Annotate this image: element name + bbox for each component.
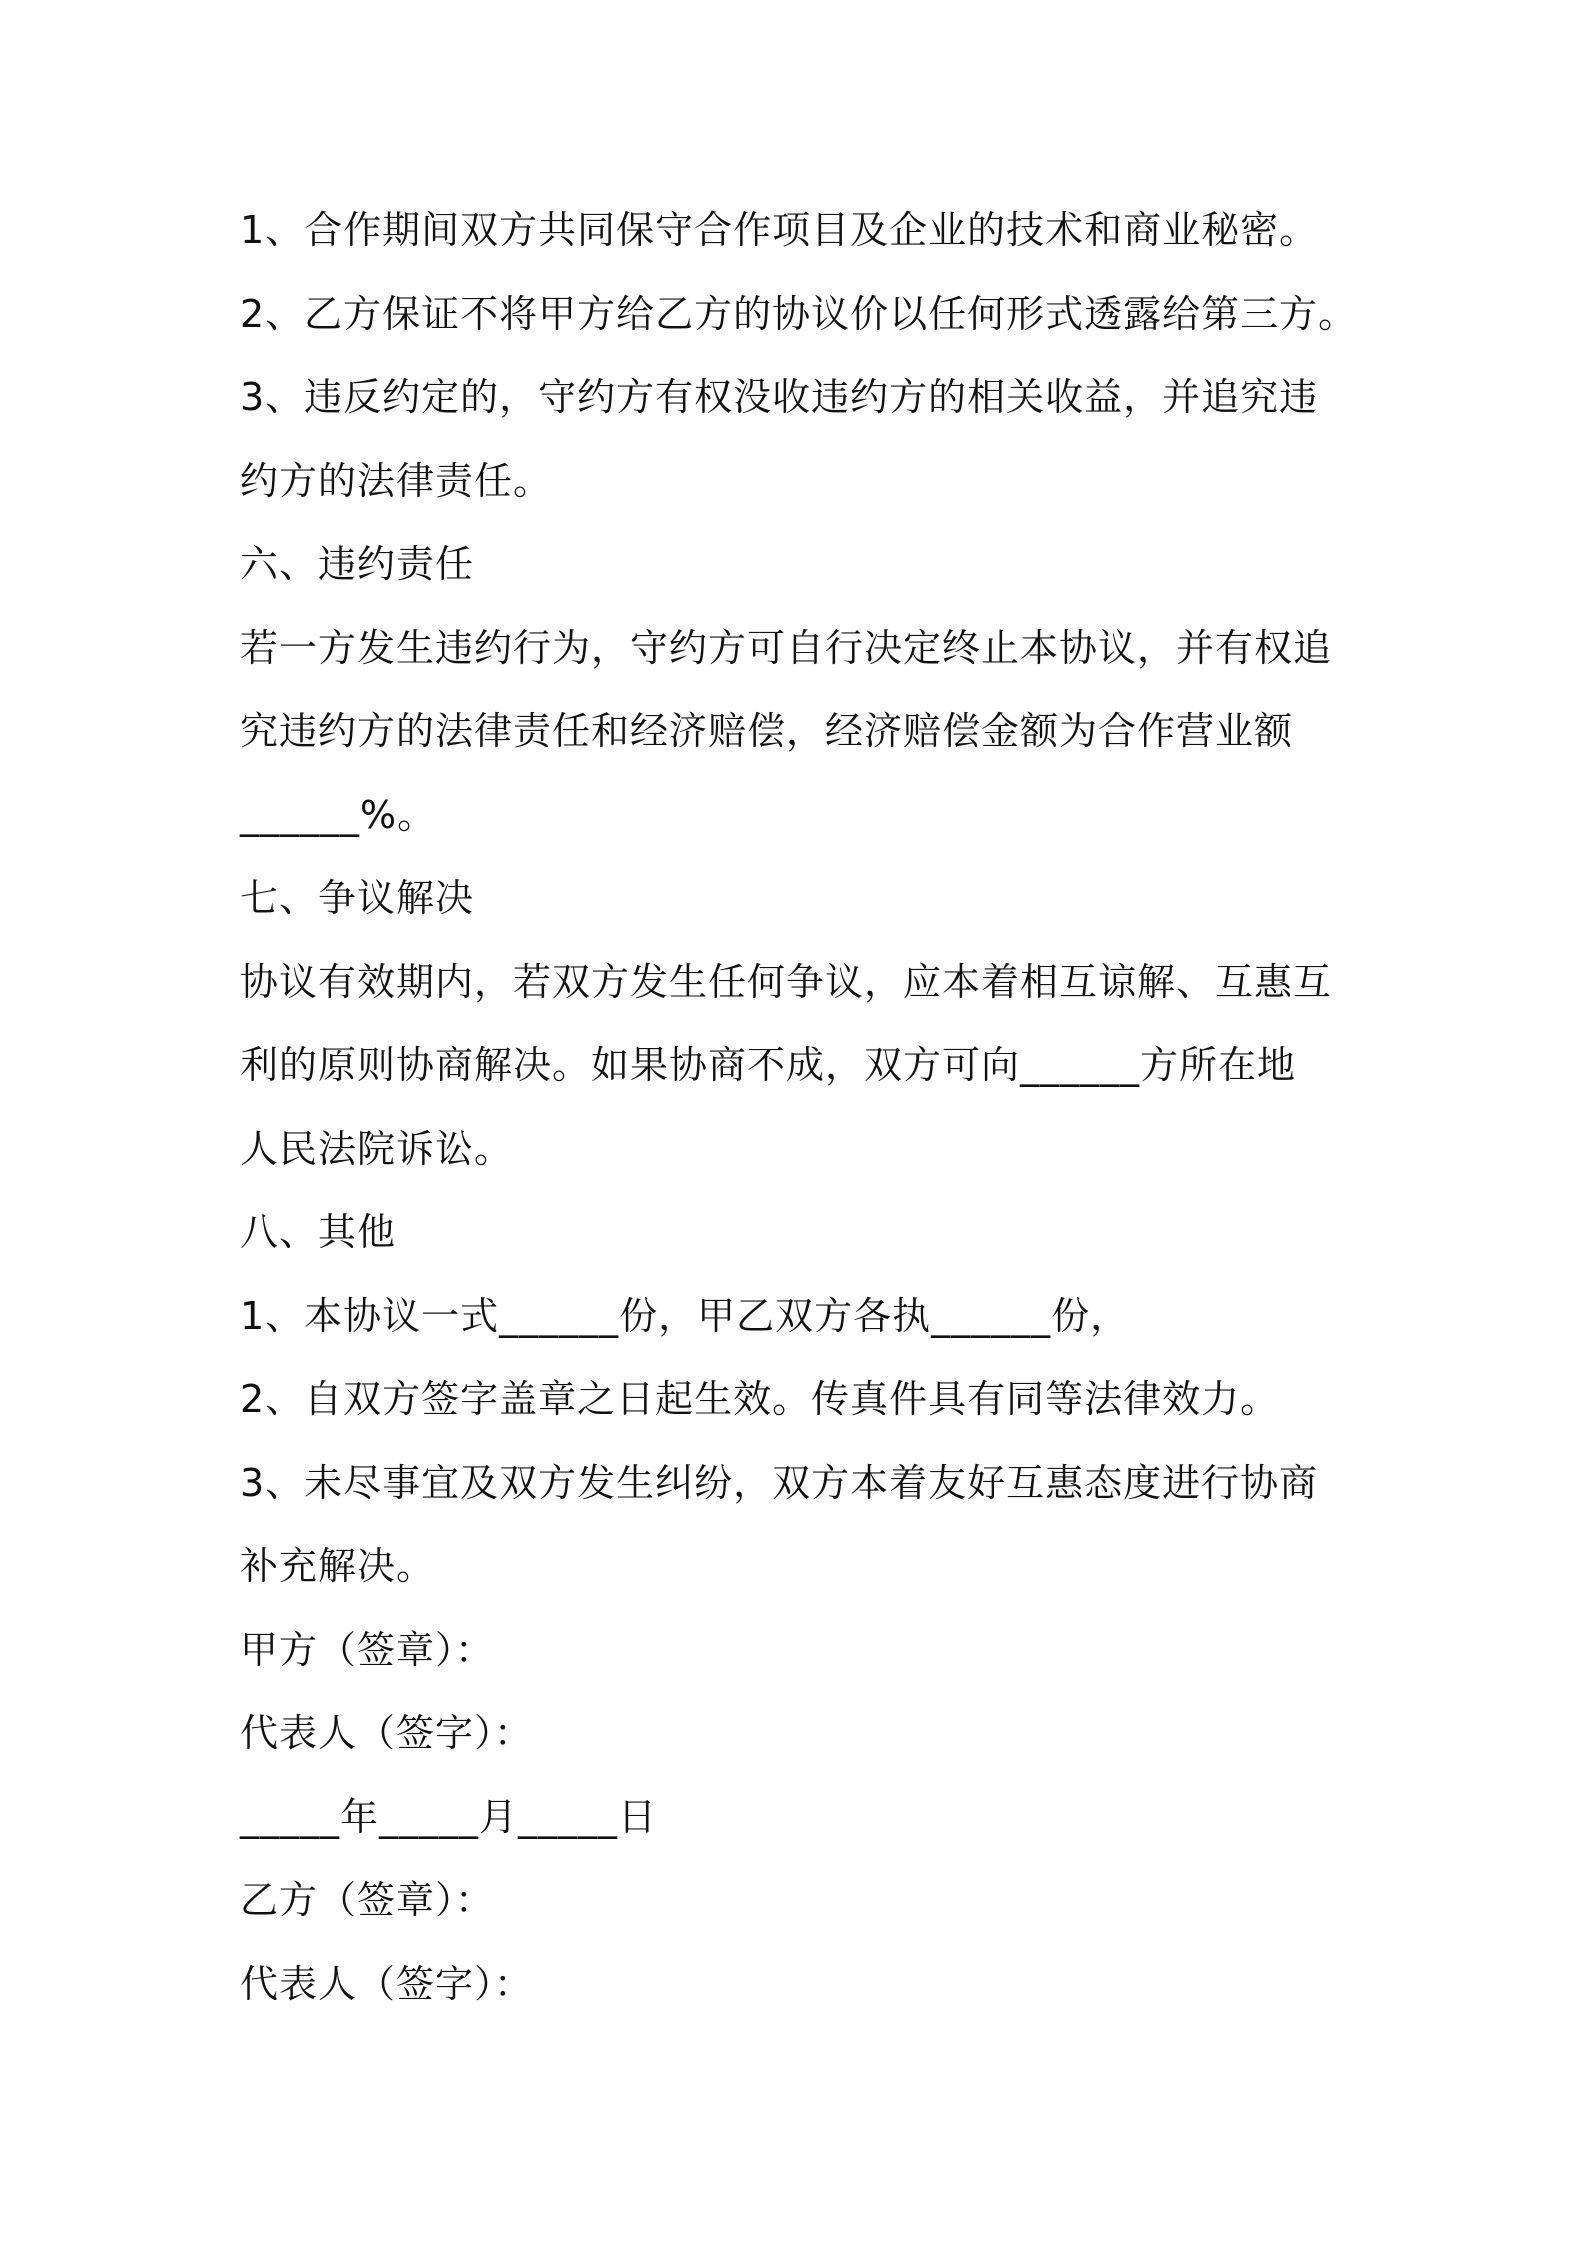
section-heading-dispute: 七、争议解决 bbox=[240, 876, 475, 920]
section-heading-other: 八、其他 bbox=[240, 1210, 397, 1254]
clause-8-confidentiality-3-line-2: 约方的法律责任。 bbox=[240, 459, 553, 503]
dispute-paragraph-line-3: 人民法院诉讼。 bbox=[240, 1127, 514, 1171]
clause-8-confidentiality-3-line-1: 3、违反约定的，守约方有权没收违约方的相关收益，并追究违 bbox=[240, 375, 1319, 419]
other-clause-3-line-1: 3、未尽事宜及双方发生纠纷，双方本着友好互惠态度进行协商 bbox=[240, 1461, 1319, 1505]
date-line: _____年_____月_____日 bbox=[240, 1795, 658, 1839]
other-clause-3-line-2: 补充解决。 bbox=[240, 1544, 436, 1588]
dispute-paragraph-line-1: 协议有效期内，若双方发生任何争议，应本着相互谅解、互惠互 bbox=[240, 960, 1333, 1004]
party-b-seal-label: 乙方（签章）： bbox=[240, 1878, 495, 1922]
dispute-paragraph-line-2: 利的原则协商解决。如果协商不成，双方可向______方所在地 bbox=[240, 1043, 1297, 1087]
party-b-representative-label: 代表人（签字）： bbox=[240, 1962, 534, 2006]
party-a-representative-label: 代表人（签字）： bbox=[240, 1711, 534, 1755]
clause-8-confidentiality-2: 2、乙方保证不将甲方给乙方的协议价以任何形式透露给第三方。 bbox=[240, 292, 1358, 336]
party-a-seal-label: 甲方（签章）： bbox=[240, 1628, 495, 1672]
other-clause-1: 1、本协议一式______份，甲乙双方各执______份， bbox=[240, 1294, 1130, 1338]
breach-paragraph-line-1: 若一方发生违约行为，守约方可自行决定终止本协议，并有权追 bbox=[240, 626, 1333, 670]
breach-paragraph-line-2: 究违约方的法律责任和经济赔偿，经济赔偿金额为合作营业额 bbox=[240, 709, 1294, 753]
breach-paragraph-line-3: ______%。 bbox=[240, 793, 437, 837]
clause-8-confidentiality-1: 1、合作期间双方共同保守合作项目及企业的技术和商业秘密。 bbox=[240, 208, 1319, 252]
other-clause-2: 2、自双方签字盖章之日起生效。传真件具有同等法律效力。 bbox=[240, 1377, 1280, 1421]
section-heading-breach: 六、违约责任 bbox=[240, 542, 475, 586]
